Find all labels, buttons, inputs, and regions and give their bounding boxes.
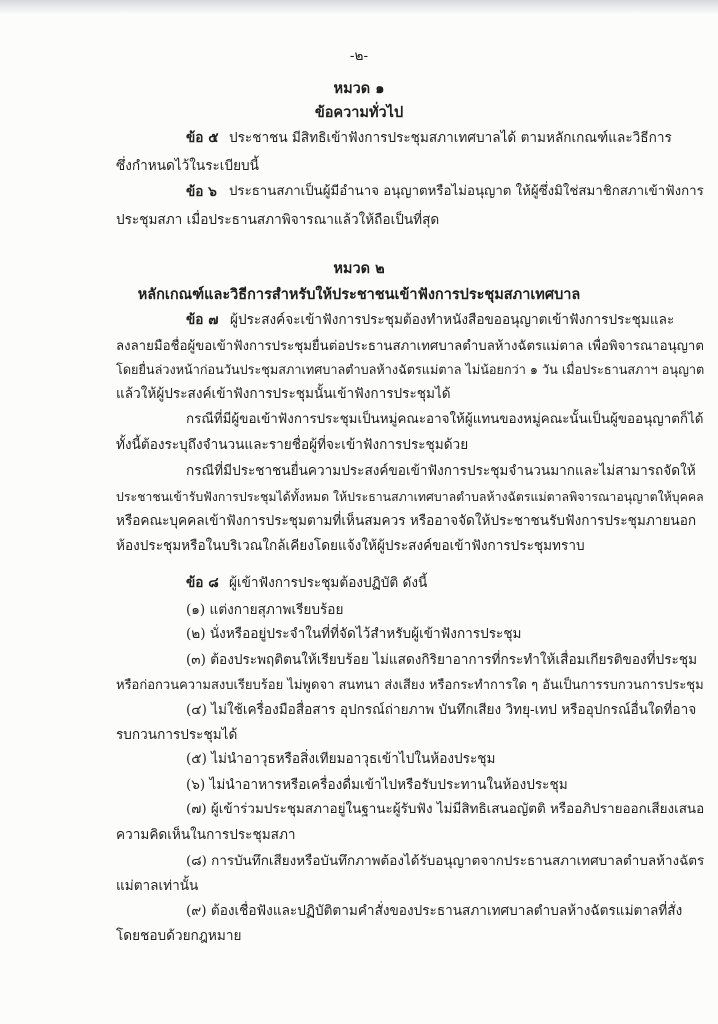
article-8-item: แม่ตาลเท่านั้น <box>116 878 199 894</box>
article-7-line: ผู้ประสงค์จะเข้าฟังการประชุมต้องทำหนังสือขออนุญาตเข้าฟังการประชุมและ <box>230 312 675 328</box>
article-7-line: ลงลายมือชื่อผู้ขอเข้าฟังการประชุมยื่นต่อประธานสภาเทศบาลตำบลห้างฉัตรแม่ตาล เพื่อพิจารณาอนุญาต <box>116 339 704 354</box>
chapter-1-title: หมวด ๑ <box>333 80 385 97</box>
article-7-line: ประชาชนเข้ารับฟังการประชุมได้ทั้งหมด ให้ประธานสภาเทศบาลตำบลห้างฉัตรแม่ตาลพิจารณาอนุญาตให้บุคคล <box>116 490 704 504</box>
article-8-item: (๑) แต่งกายสุภาพเรียบร้อย <box>186 602 344 618</box>
article-8-item: (๔) ไม่ใช้เครื่องมือสื่อสาร อุปกรณ์ถ่ายภาพ บันทึกเสียง วิทยุ-เทป หรืออุปกรณ์อื่นใดที่อาจ <box>186 702 697 718</box>
article-6-text: ประธานสภาเป็นผู้มีอำนาจ อนุญาตหรือไม่อนุญาต ให้ผู้ซึ่งมิใช่สมาชิกสภาเข้าฟังการ <box>229 184 704 199</box>
article-7-line: หรือคณะบุคคลเข้าฟังการประชุมตามที่เห็นสมควร หรืออาจจัดให้ประชาชนรับฟังการประชุมภายนอก <box>116 513 697 529</box>
article-7-line: ทั้งนี้ต้องระบุถึงจำนวนและรายชื่อผู้ที่จะเข้าฟังการประชุมด้วย <box>116 437 469 453</box>
article-8-item: รบกวนการประชุมได้ <box>116 727 238 743</box>
chapter-2-subtitle: หลักเกณฑ์และวิธีการสำหรับให้ประชาชนเข้าฟังการประชุมสภาเทศบาล <box>137 286 581 303</box>
article-8-item: (๙) ต้องเชื่อฟังและปฏิบัติตามคำสั่งของประธานสภาเทศบาลตำบลห้างฉัตรแม่ตาลที่สั่ง <box>186 903 683 919</box>
article-8-item: ความคิดเห็นในการประชุมสภา <box>116 827 296 843</box>
page-number: -๒- <box>349 48 369 64</box>
article-8-item: (๗) ผู้เข้าร่วมประชุมสภาอยู่ในฐานะผู้รับฟัง ไม่มีสิทธิเสนอญัตติ หรืออภิปรายออกเสียงเสนอ <box>186 801 705 817</box>
scan-top-edge <box>0 0 718 14</box>
article-6-label: ข้อ ๖ <box>186 184 217 200</box>
article-6-text: ประชุมสภา เมื่อประธานสภาพิจารณาแล้วให้ถือเป็นที่สุด <box>116 212 440 228</box>
article-7-line: โดยยื่นล่วงหน้าก่อนวันประชุมสภาเทศบาลตำบลห้างฉัตรแม่ตาล ไม่น้อยกว่า ๑ วัน เมื่อประธานสภาฯ อนุญาต <box>116 362 705 377</box>
article-7-line: กรณีที่มีผู้ขอเข้าฟังการประชุมเป็นหมู่คณะอาจให้ผู้แทนของหมู่คณะนั้นเป็นผู้ขออนุญาตก็ได้ <box>186 412 704 427</box>
article-8-item: โดยชอบด้วยกฎหมาย <box>116 928 242 944</box>
chapter-2-title: หมวด ๒ <box>333 260 385 277</box>
article-8-item: (๘) การบันทึกเสียงหรือบันทึกภาพต้องได้รับอนุญาตจากประธานสภาเทศบาลตำบลห้างฉัตร <box>186 853 705 869</box>
article-8-item: (๕) ไม่นำอาวุธหรือสิ่งเทียมอาวุธเข้าไปในห้องประชุม <box>186 751 496 767</box>
article-8-item: หรือก่อกวนความสงบเรียบร้อย ไม่พูดจา สนทนา ส่งเสียง หรือกระทำการใด ๆ อันเป็นการรบกวนการประชุม <box>116 678 704 693</box>
article-5-text: ประชาชน มีสิทธิเข้าฟังการประชุมสภาเทศบาลได้ ตามหลักเกณฑ์และวิธีการ <box>229 130 672 146</box>
chapter-1-subtitle: ข้อความทั่วไป <box>314 104 404 121</box>
article-8-label: ข้อ ๘ <box>186 575 219 591</box>
article-7-line: กรณีที่มีประชาชนยื่นความประสงค์ขอเข้าฟังการประชุมจำนวนมากและไม่สามารถจัดให้ <box>186 463 696 479</box>
article-5-text: ซึ่งกำหนดไว้ในระเบียบนี้ <box>116 158 259 174</box>
article-7-line: ห้องประชุมหรือในบริเวณใกล้เคียงโดยแจ้งให้ผู้ประสงค์ขอเข้าฟังการประชุมทราบ <box>116 538 585 554</box>
article-8-item: (๖) ไม่นำอาหารหรือเครื่องดื่มเข้าไปหรือรับประทานในห้องประชุม <box>186 777 568 793</box>
article-8-intro: ผู้เข้าฟังการประชุมต้องปฏิบัติ ดังนี้ <box>229 575 428 591</box>
article-7-label: ข้อ ๗ <box>186 312 219 328</box>
article-8-item: (๒) นั่งหรืออยู่ประจำในที่ที่จัดไว้สำหรับผู้เข้าฟังการประชุม <box>186 626 522 642</box>
article-8-item: (๓) ต้องประพฤติตนให้เรียบร้อย ไม่แสดงกิริยาอาการที่กระทำให้เสื่อมเกียรติของที่ประชุม <box>186 652 698 668</box>
article-7-line: แล้วให้ผู้ประสงค์เข้าฟังการประชุมนั้นเข้าฟังการประชุมได้ <box>116 386 451 402</box>
article-5-label: ข้อ ๕ <box>186 130 219 146</box>
